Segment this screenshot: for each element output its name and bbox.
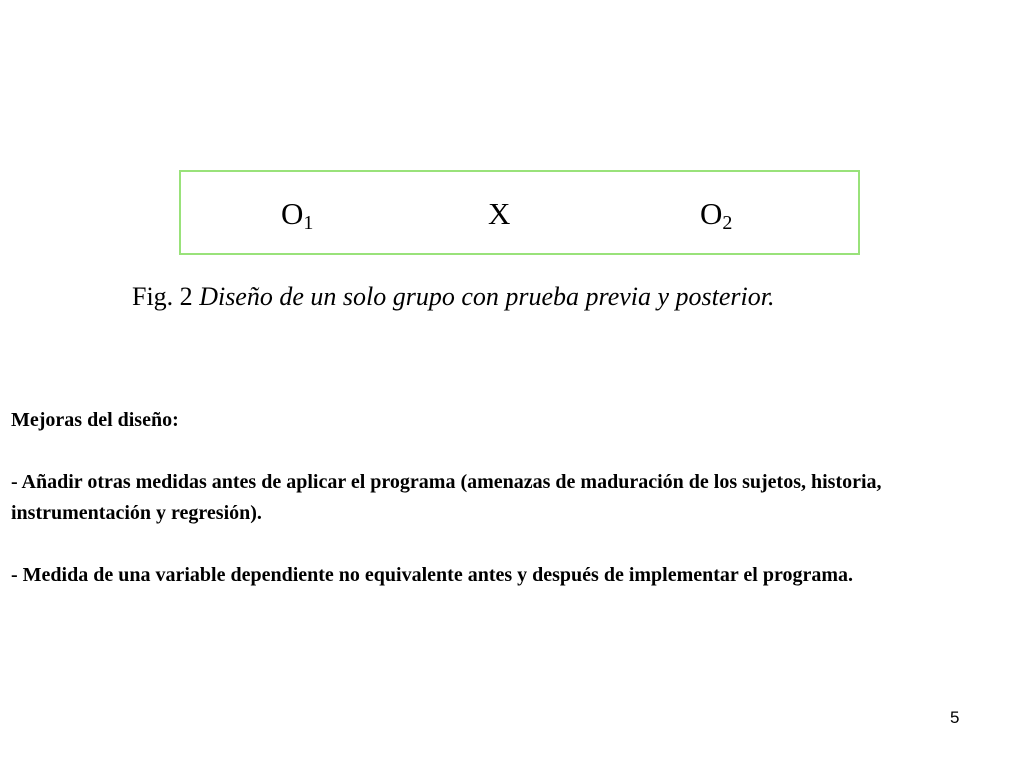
improvements-heading: Mejoras del diseño: — [11, 409, 179, 431]
observation-2: $O_2$ — [700, 196, 733, 234]
observation-2-subscript: 2 — [722, 212, 733, 234]
treatment-x: X — [488, 196, 511, 231]
design-diagram-box — [179, 170, 860, 255]
page-number: 5 — [950, 708, 960, 727]
improvement-item-2: - Medida de una variable dependiente no equivalente antes y después de implementar el programa. — [11, 564, 854, 586]
figure-caption — [132, 281, 775, 312]
observation-1-subscript: 1 — [303, 212, 314, 234]
figure-caption-text: Diseño de un solo grupo con prueba previa y posterior. — [199, 282, 775, 311]
figure-caption-prefix: Fig. 2 — [132, 282, 200, 311]
observation-1: $O_1$ — [281, 196, 314, 234]
improvement-item-1: - Añadir otras medidas antes de aplicar el programa (amenazas de maduración de los sujetos, historia, instrumentación y regresión). — [11, 471, 882, 524]
improvements-section — [11, 405, 1011, 591]
